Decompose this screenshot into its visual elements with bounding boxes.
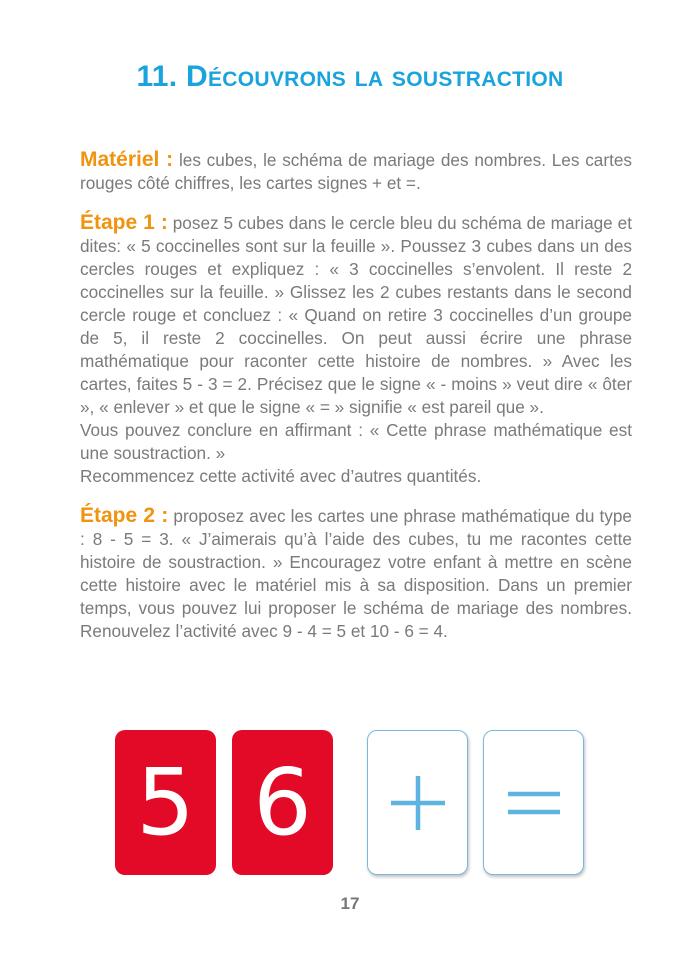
- etape2-text: proposez avec les cartes une phrase mathématique du type : 8 - 5 = 3. « J’aimerais qu’à l’aide des cubes, tu me racontes cette histoire de soustraction. » Encouragez votre enfant à mettre en scène cette histoire avec le matériel mis à sa disposition. Dans un premier temps, vous pouvez lui proposer le schéma de mariage des nombres. Renouvelez l’activité avec 9 - 4 = 5 et 10 - 6 = 4.: [80, 506, 632, 641]
- plus-sign-card: [367, 730, 468, 875]
- etape1-label: Étape 1 :: [80, 211, 168, 234]
- etape1-paragraph: [80, 211, 632, 419]
- plus-icon: [388, 773, 448, 833]
- page-title: 11. Découvrons la soustraction: [136, 60, 564, 93]
- materiel-label: Matériel :: [80, 148, 174, 171]
- etape2-paragraph: [80, 504, 632, 643]
- etape1-text: posez 5 cubes dans le cercle bleu du schéma de mariage et dites: « 5 coccinelles sont sur la feuille ». Poussez 3 cubes dans un des cercles rouges et expliquez : « 3 coccinelles s’envolent. Il reste 2 coccinelles sur la feuille. » Glissez les 2 cubes restants dans le second cercle rouge et concluez : « Quand on retire 3 coccinelles d’un groupe de 5, il reste 2 coccinelles. On peut aussi écrire une phrase mathématique pour raconter cette histoire de nombres. » Avec les cartes, faites 5 - 3 = 2. Précisez que le signe « - moins » veut dire « ôter », « enlever » et que le signe « = » signifie « est pareil que ».: [80, 213, 632, 417]
- materiel-paragraph: [80, 148, 632, 195]
- etape1-conclusion: Vous pouvez conclure en affirmant : « Cette phrase mathématique est une soustraction. »: [80, 420, 632, 463]
- number-card-6: 6: [232, 730, 333, 875]
- etape2-label: Étape 2 :: [80, 504, 169, 527]
- materiel-text: les cubes, le schéma de mariage des nombres. Les cartes rouges côté chiffres, les cartes signes + et =.: [80, 150, 633, 193]
- page-body: [80, 148, 632, 643]
- equals-icon: [504, 783, 564, 823]
- page-number: 17: [340, 894, 360, 913]
- equals-sign-card: [483, 730, 584, 875]
- etape1-repeat: Recommencez cette activité avec d’autres quantités.: [80, 466, 482, 486]
- card-illustration: [115, 730, 585, 875]
- number-card-5: 5: [115, 730, 216, 875]
